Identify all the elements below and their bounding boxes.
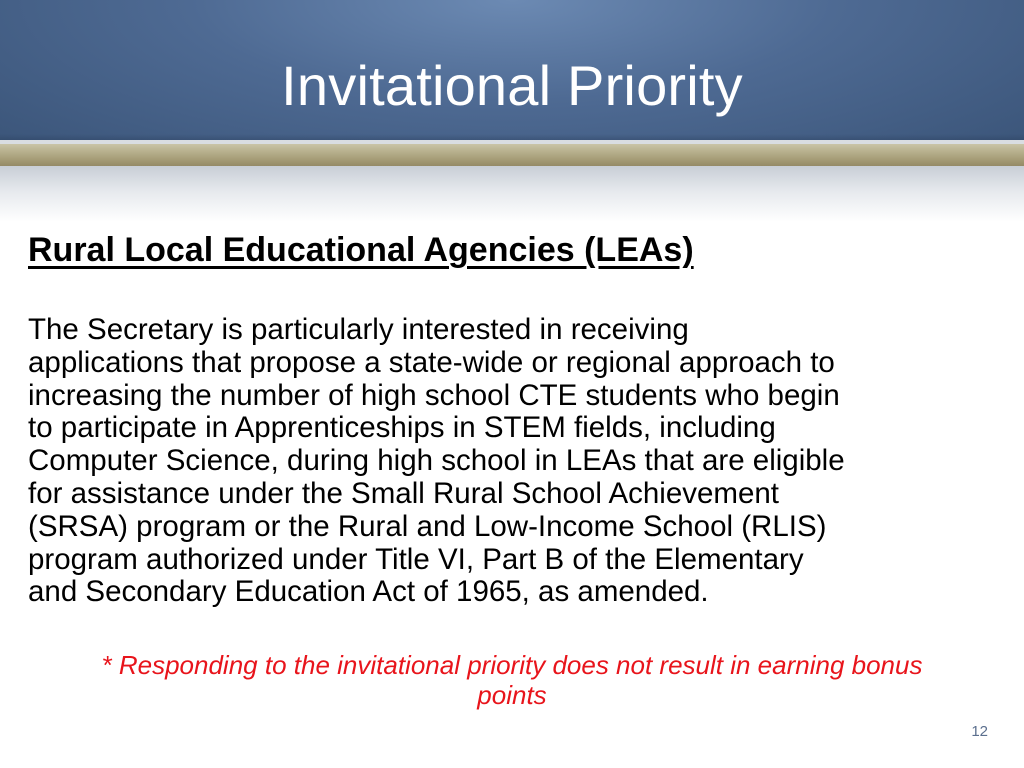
section-heading: Rural Local Educational Agencies (LEAs): [28, 231, 694, 269]
body-line: Computer Science, during high school in LEAs that are eligible: [28, 444, 845, 478]
page-number: 12: [971, 723, 988, 740]
footnote: [20, 650, 1004, 710]
slide-title: Invitational Priority: [281, 54, 743, 117]
title-divider-band: [0, 144, 1024, 166]
header-shadow-fade: [0, 166, 1024, 222]
body-line: The Secretary is particularly interested in receiving: [28, 313, 689, 346]
body-line: increasing the number of high school CTE students who begin: [28, 378, 840, 412]
body-line: applications that propose a state-wide or regional approach to: [28, 345, 835, 379]
footnote-line: * Responding to the invitational priority does not result in earning bonus: [101, 650, 923, 680]
body-line: to participate in Apprenticeships in STEM fields, including: [28, 411, 776, 445]
title-bar: [0, 0, 1024, 140]
body-line: for assistance under the Small Rural School Achievement: [28, 476, 779, 510]
body-line: and Secondary Education Act of 1965, as amended.: [28, 575, 709, 609]
body-paragraph: [28, 314, 988, 609]
footnote-line: points: [477, 680, 547, 710]
body-line: program authorized under Title VI, Part B of the Elementary: [28, 542, 804, 576]
body-line: (SRSA) program or the Rural and Low-Income School (RLIS): [28, 509, 827, 543]
